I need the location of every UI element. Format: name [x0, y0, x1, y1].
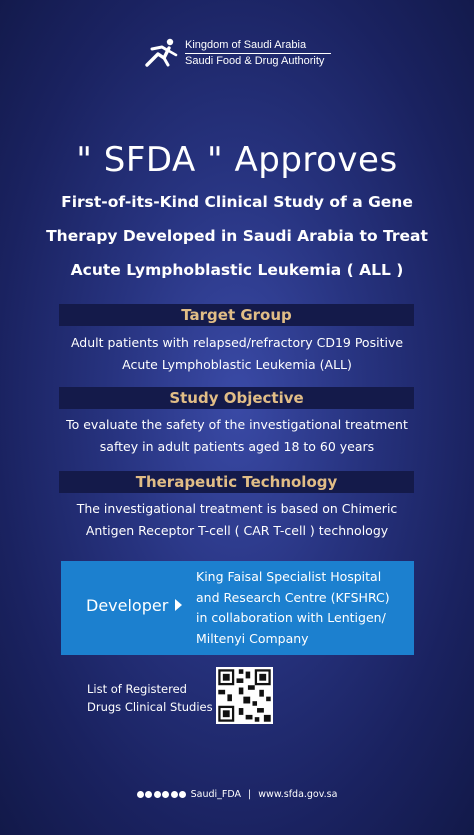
twitter-icon[interactable]: [162, 791, 169, 798]
facebook-icon[interactable]: [171, 791, 178, 798]
developer-line-4: Miltenyi Company: [196, 630, 309, 646]
registry-caption: [87, 680, 213, 716]
snapchat-icon[interactable]: [137, 791, 144, 798]
study-objective-line-2: saftey in adult patients aged 18 to 60 years: [99, 439, 375, 454]
developer-label: Developer: [86, 596, 169, 615]
target-group-text: [0, 332, 474, 376]
developer-line-2: and Research Centre (KFSHRC): [196, 589, 390, 605]
developer-box: [61, 561, 414, 655]
footer-website[interactable]: www.sfda.gov.sa: [258, 789, 338, 800]
youtube-icon[interactable]: [154, 791, 161, 798]
section-title-study-objective: Study Objective: [59, 387, 414, 409]
instagram-icon[interactable]: [179, 791, 186, 798]
target-group-line-1: Adult patients with relapsed/refractory CD19 Positive: [70, 335, 404, 350]
study-objective-text: [0, 414, 474, 458]
study-objective-line-1: To evaluate the safety of the investigational treatment: [66, 417, 408, 432]
subtitle-line-1: First-of-its-Kind Clinical Study of a Gene: [61, 193, 413, 211]
footer-handle[interactable]: Saudi_FDA: [190, 789, 242, 800]
logo-line-2: Saudi Food & Drug Authority: [185, 55, 325, 67]
logo-text: [185, 38, 331, 68]
subtitle-line-3: Acute Lymphoblastic Leukemia ( ALL ): [70, 261, 404, 279]
footer: [0, 789, 474, 800]
linkedin-icon[interactable]: [145, 791, 152, 798]
headline: " SFDA " Approves: [76, 140, 398, 180]
developer-text: [196, 567, 390, 649]
target-group-line-2: Acute Lymphoblastic Leukemia (ALL): [122, 357, 352, 372]
sfda-runner-icon: [144, 38, 180, 68]
sfda-logo: [144, 36, 344, 70]
qr-code-icon[interactable]: [216, 667, 273, 724]
section-title-therapeutic-technology: Therapeutic Technology: [59, 471, 414, 493]
therapeutic-technology-text: [0, 498, 474, 542]
social-icons: [137, 789, 188, 800]
registry-line-1: List of Registered: [87, 682, 187, 696]
developer-line-1: King Faisal Specialist Hospital: [196, 569, 382, 584]
therapeutic-technology-line-2: Antigen Receptor T-cell ( CAR T-cell ) technology: [85, 523, 389, 538]
registry-line-2: Drugs Clinical Studies: [87, 700, 213, 714]
therapeutic-technology-line-1: The investigational treatment is based on Chimeric: [76, 501, 398, 516]
logo-line-1: Kingdom of Saudi Arabia: [185, 39, 307, 51]
caret-right-icon: [175, 599, 182, 611]
developer-line-3: in collaboration with Lentigen/: [196, 610, 386, 625]
section-title-target-group: Target Group: [59, 304, 414, 326]
subtitle-line-2: Therapy Developed in Saudi Arabia to Treat: [46, 227, 428, 245]
footer-separator: |: [248, 789, 252, 800]
